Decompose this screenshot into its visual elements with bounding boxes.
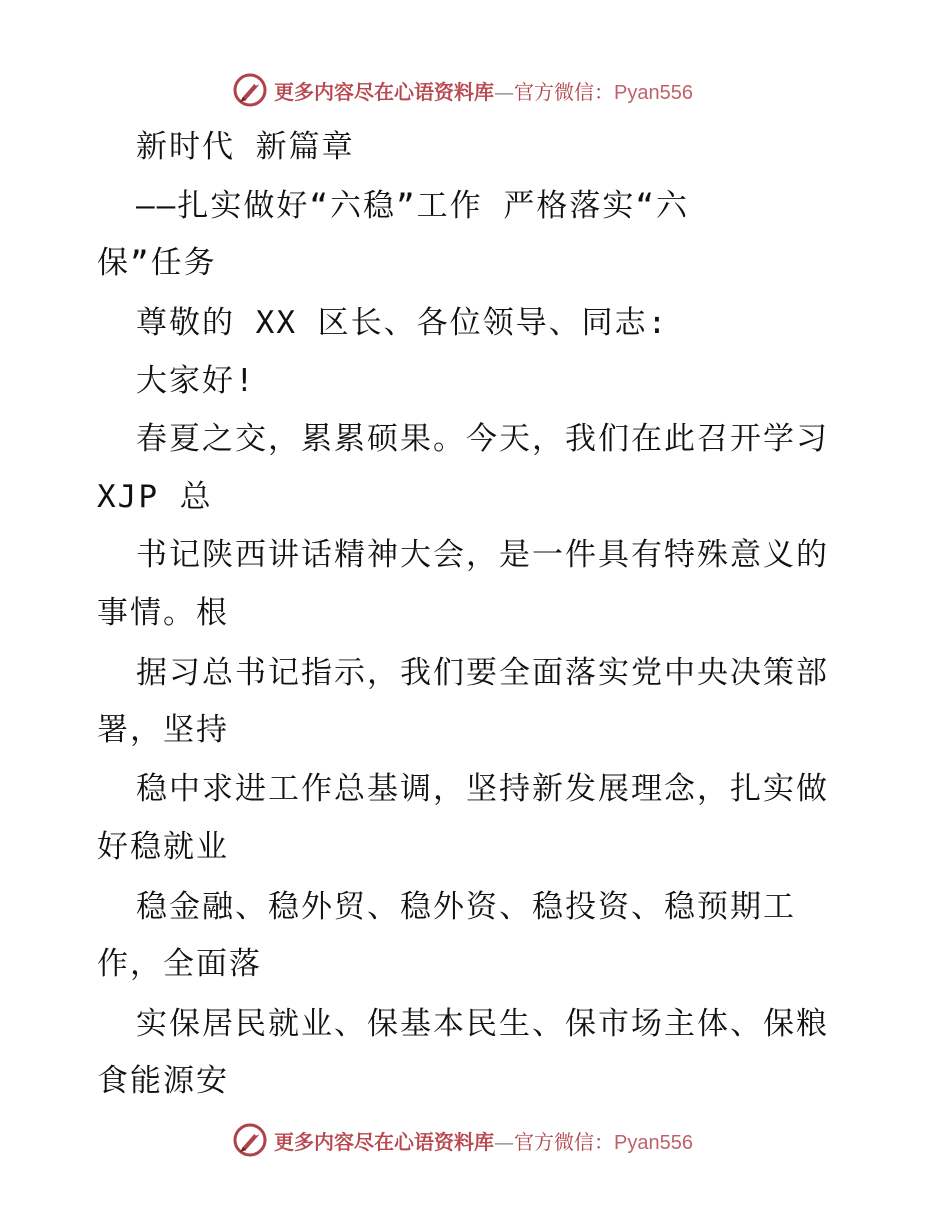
watermark-separator: — [494, 79, 514, 104]
header-watermark [232, 70, 693, 110]
watermark-account-label: 官方微信： [514, 1129, 614, 1154]
doc-paragraph-line: 好稳就业 [97, 829, 229, 865]
doc-paragraph-line: 实保居民就业、保基本民生、保市场主体、保粮 [136, 1006, 829, 1042]
doc-paragraph-line: 作，全面落 [97, 946, 262, 982]
doc-paragraph-line: 春夏之交，累累硕果。今天，我们在此召开学习 [136, 421, 829, 457]
watermark-lead: 更多内容尽在心语资料库 [274, 79, 494, 104]
watermark-account-label: 官方微信： [514, 79, 614, 104]
watermark-text [274, 1126, 693, 1155]
doc-salutation: 尊敬的 XX 区长、各位领导、同志: [136, 305, 669, 341]
doc-title: 新时代 新篇章 [136, 129, 355, 165]
doc-paragraph-line: 食能源安 [97, 1063, 229, 1099]
watermark-lead: 更多内容尽在心语资料库 [274, 1129, 494, 1154]
doc-subtitle-line-2: 保”任务 [97, 245, 217, 281]
doc-paragraph-line: 稳金融、稳外贸、稳外资、稳投资、稳预期工 [136, 889, 796, 925]
doc-paragraph-line: 署，坚持 [97, 712, 229, 748]
watermark-text [274, 76, 693, 105]
watermark-account-id: Pyan556 [614, 81, 693, 104]
pen-nib-logo-icon [232, 72, 268, 108]
doc-paragraph-line: 书记陕西讲话精神大会，是一件具有特殊意义的 [136, 537, 829, 573]
watermark-account-id: Pyan556 [614, 1131, 693, 1154]
doc-paragraph-line: XJP 总 [97, 479, 213, 515]
watermark-separator: — [494, 1129, 514, 1154]
doc-paragraph-line: 稳中求进工作总基调，坚持新发展理念，扎实做 [136, 771, 829, 807]
doc-subtitle-line-1: ——扎实做好“六稳”工作 严格落实“六 [136, 188, 689, 224]
doc-paragraph-line: 事情。根 [97, 595, 229, 631]
footer-watermark [232, 1120, 693, 1160]
doc-paragraph-line: 据习总书记指示，我们要全面落实党中央决策部 [136, 655, 829, 691]
pen-nib-logo-icon [232, 1122, 268, 1158]
doc-greeting: 大家好! [136, 363, 256, 399]
